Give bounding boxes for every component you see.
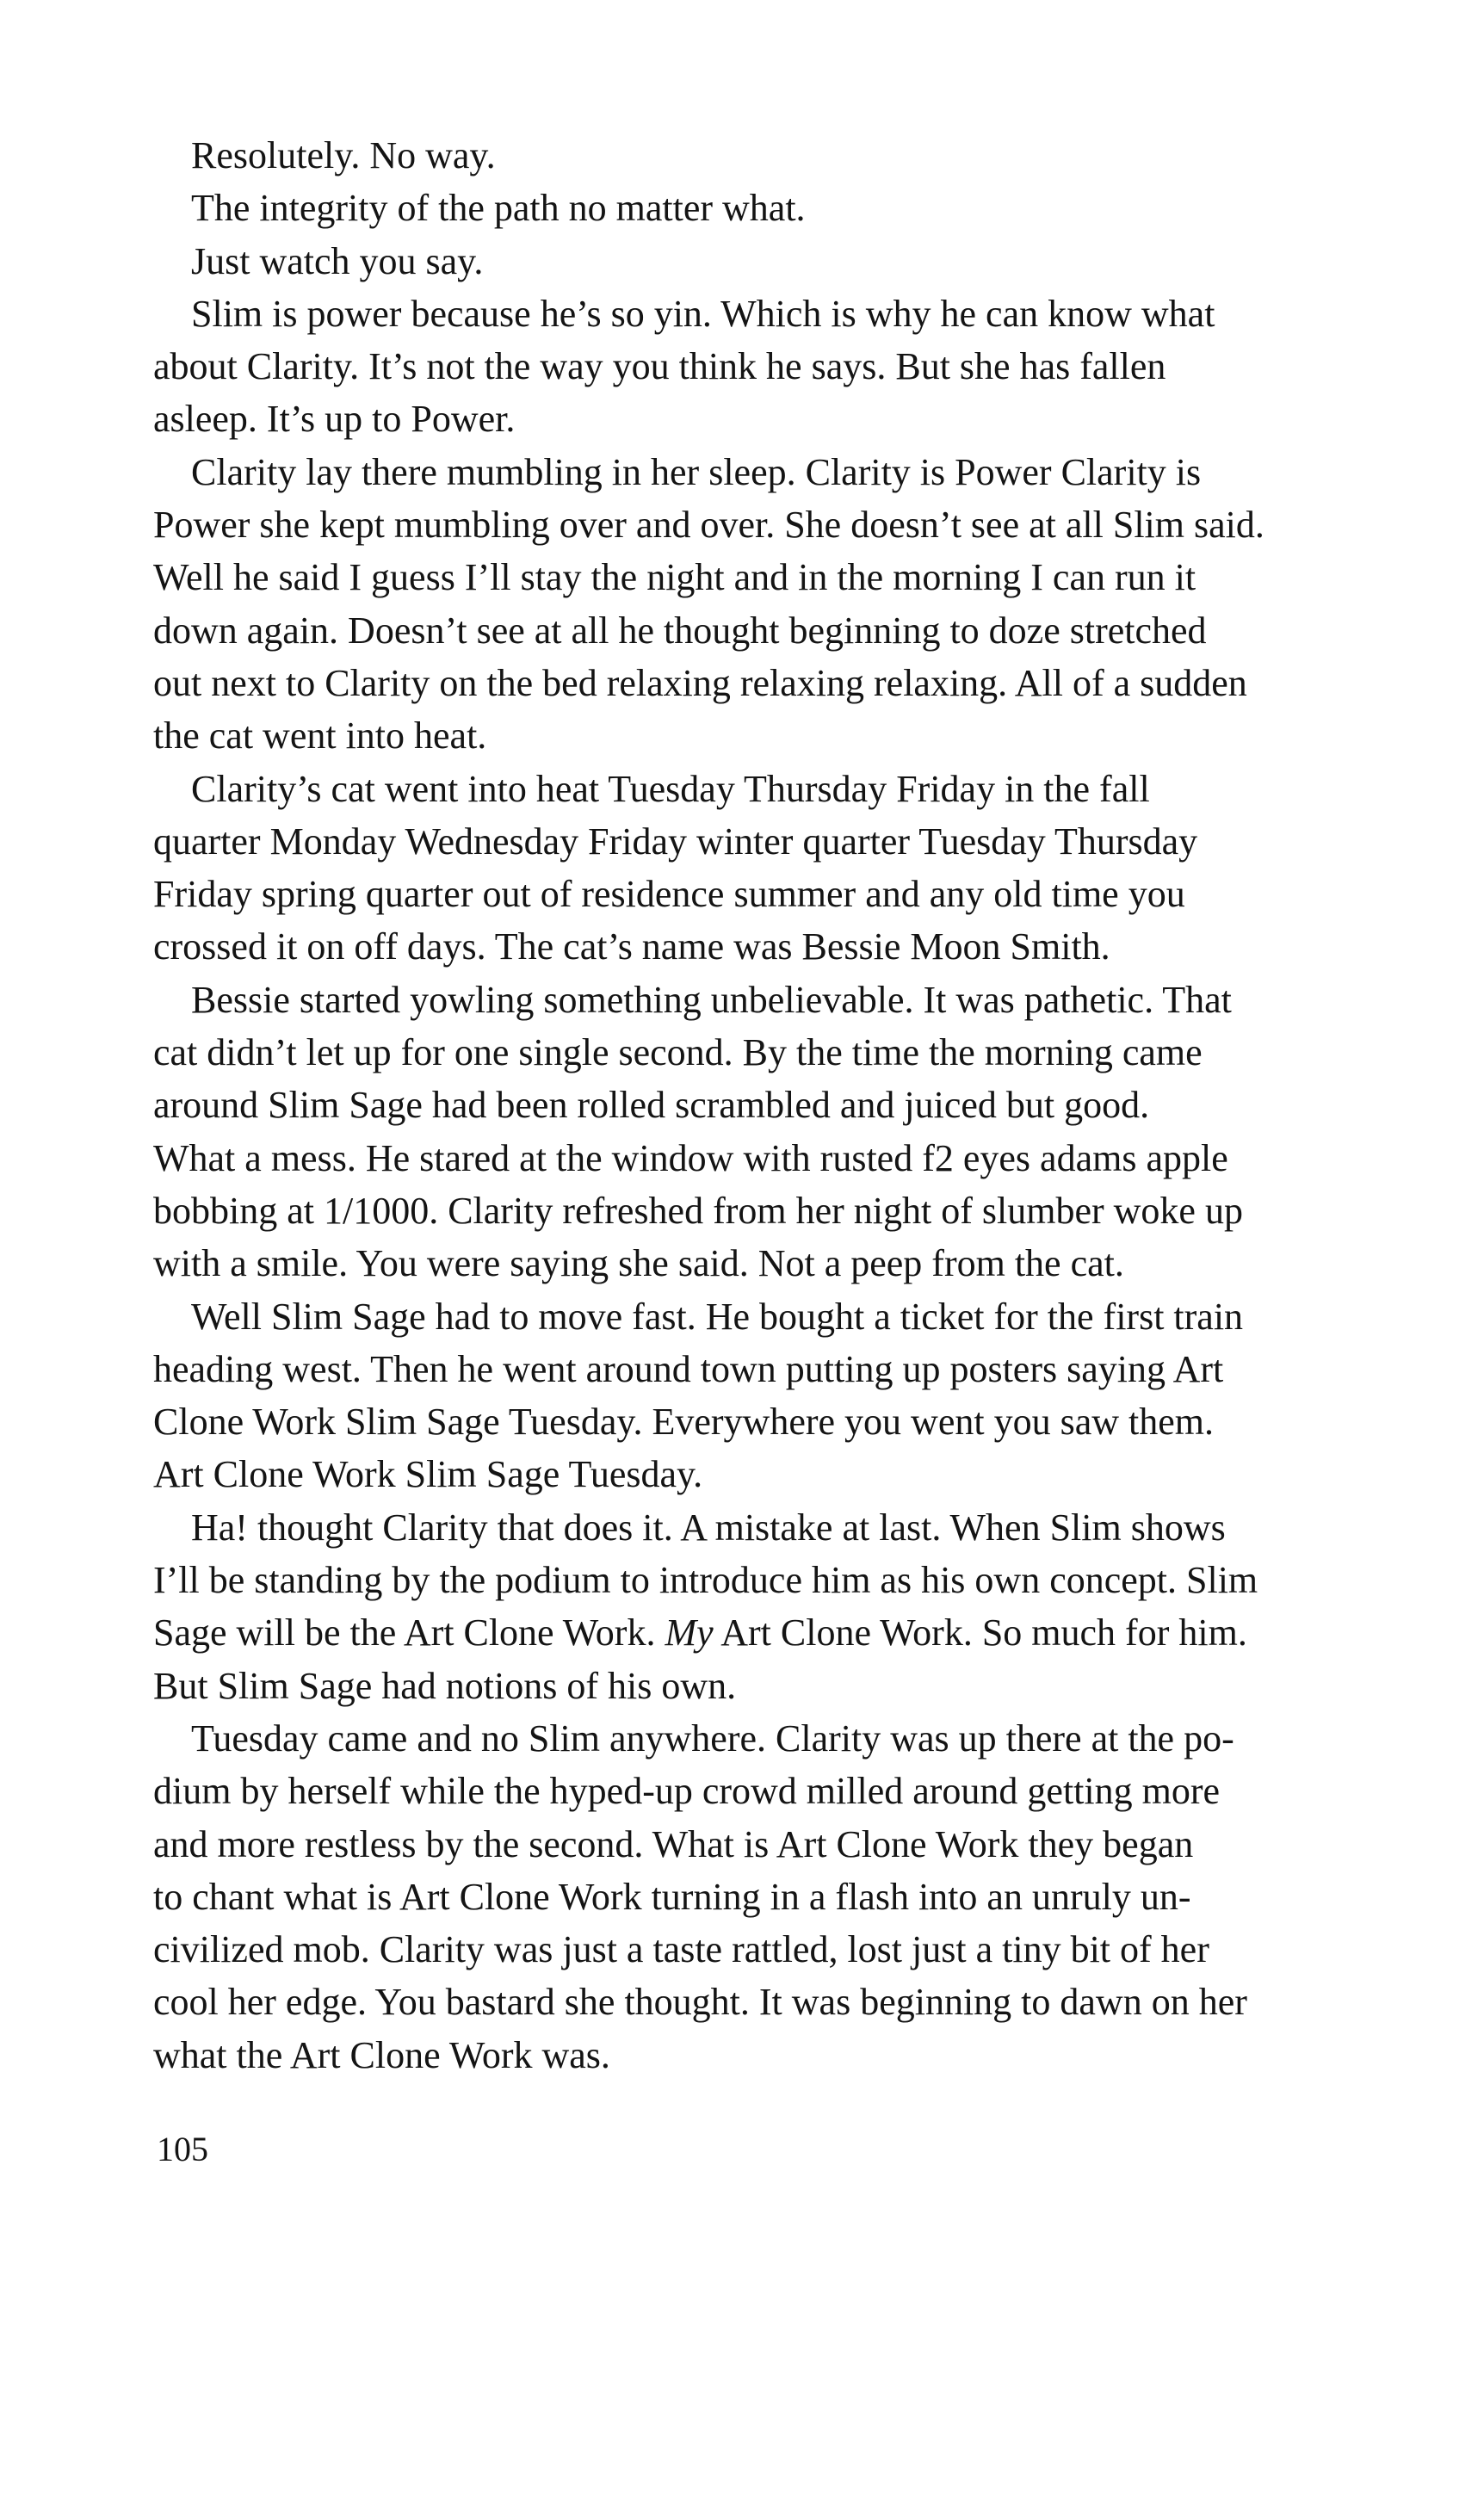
text-line: dium by herself while the hyped-up crowd milled around getting more (153, 1770, 1221, 1813)
text-line: Ha! thought Clarity that does it. A mistake at last. When Slim shows (191, 1506, 1226, 1549)
text-line: cat didn’t let up for one single second. By the time the morning came (153, 1031, 1203, 1074)
italic-word: My (665, 1611, 714, 1655)
text-line: heading west. Then he went around town putting up posters saying Art (153, 1347, 1224, 1390)
text-line: civilized mob. Clarity was just a taste rattled, lost just a tiny bit of her (153, 1928, 1209, 1971)
text-line: down again. Doesn’t see at all he thought beginning to doze stretched (153, 609, 1207, 652)
text-line: crossed it on off days. The cat’s name was Bessie Moon Smith. (153, 925, 1110, 968)
text-segment: Art Clone Work. So much for him. (720, 1611, 1247, 1655)
text-line: bobbing at 1/1000. Clarity refreshed from her night of slumber woke up (153, 1189, 1243, 1232)
text-line: What a mess. He stared at the window with rusted f2 eyes adams apple (153, 1136, 1228, 1179)
text-line: Tuesday came and no Slim anywhere. Clarity was up there at the po- (191, 1716, 1234, 1760)
text-line: Well he said I guess I’ll stay the night and in the morning I can run it (153, 556, 1196, 599)
text-line: Bessie started yowling something unbelievable. It was pathetic. That (191, 978, 1232, 1021)
text-line: with a smile. You were saying she said. Not a peep from the cat. (153, 1242, 1124, 1285)
text-line: asleep. It’s up to Power. (153, 398, 516, 441)
text-line: to chant what is Art Clone Work turning in a flash into an unruly un- (153, 1875, 1191, 1918)
text-line: Well Slim Sage had to move fast. He bought a ticket for the first train (191, 1295, 1244, 1338)
text-line: I’ll be standing by the podium to introduce him as his own concept. Slim (153, 1559, 1258, 1602)
text-line: Clarity lay there mumbling in her sleep. Clarity is Power Clarity is (191, 450, 1202, 493)
body-text (153, 129, 1350, 2081)
text-line: and more restless by the second. What is Art Clone Work they began (153, 1822, 1194, 1865)
text-line: out next to Clarity on the bed relaxing relaxing relaxing. All of a sudden (153, 661, 1247, 704)
text-segment: Sage will be the Art Clone Work. (153, 1611, 656, 1655)
text-line: The integrity of the path no matter what. (191, 187, 806, 230)
text-line: Just watch you say. (191, 239, 484, 282)
text-line: about Clarity. It’s not the way you think he says. But she has fallen (153, 345, 1166, 388)
text-line: Clarity’s cat went into heat Tuesday Thursday Friday in the fall (191, 767, 1150, 810)
text-line: Power she kept mumbling over and over. She doesn’t see at all Slim said. (153, 504, 1264, 547)
text-line: quarter Monday Wednesday Friday winter quarter Tuesday Thursday (153, 820, 1198, 863)
text-line: Art Clone Work Slim Sage Tuesday. (153, 1453, 703, 1496)
text-line: Friday spring quarter out of residence summer and any old time you (153, 873, 1185, 916)
text-line: cool her edge. You bastard she thought. It was beginning to dawn on her (153, 1981, 1247, 2024)
text-line: what the Art Clone Work was. (153, 2033, 610, 2076)
text-line: Clone Work Slim Sage Tuesday. Everywhere you went you saw them. (153, 1401, 1214, 1444)
text-line: But Slim Sage had notions of his own. (153, 1664, 737, 1707)
text-line: Resolutely. No way. (191, 134, 496, 176)
text-line: the cat went into heat. (153, 714, 487, 758)
text-line: around Slim Sage had been rolled scrambled and juiced but good. (153, 1084, 1150, 1127)
text-line (153, 1606, 1350, 1659)
text-line: Slim is power because he’s so yin. Which is why he can know what (191, 292, 1215, 335)
page-number: 105 (157, 2130, 208, 2168)
